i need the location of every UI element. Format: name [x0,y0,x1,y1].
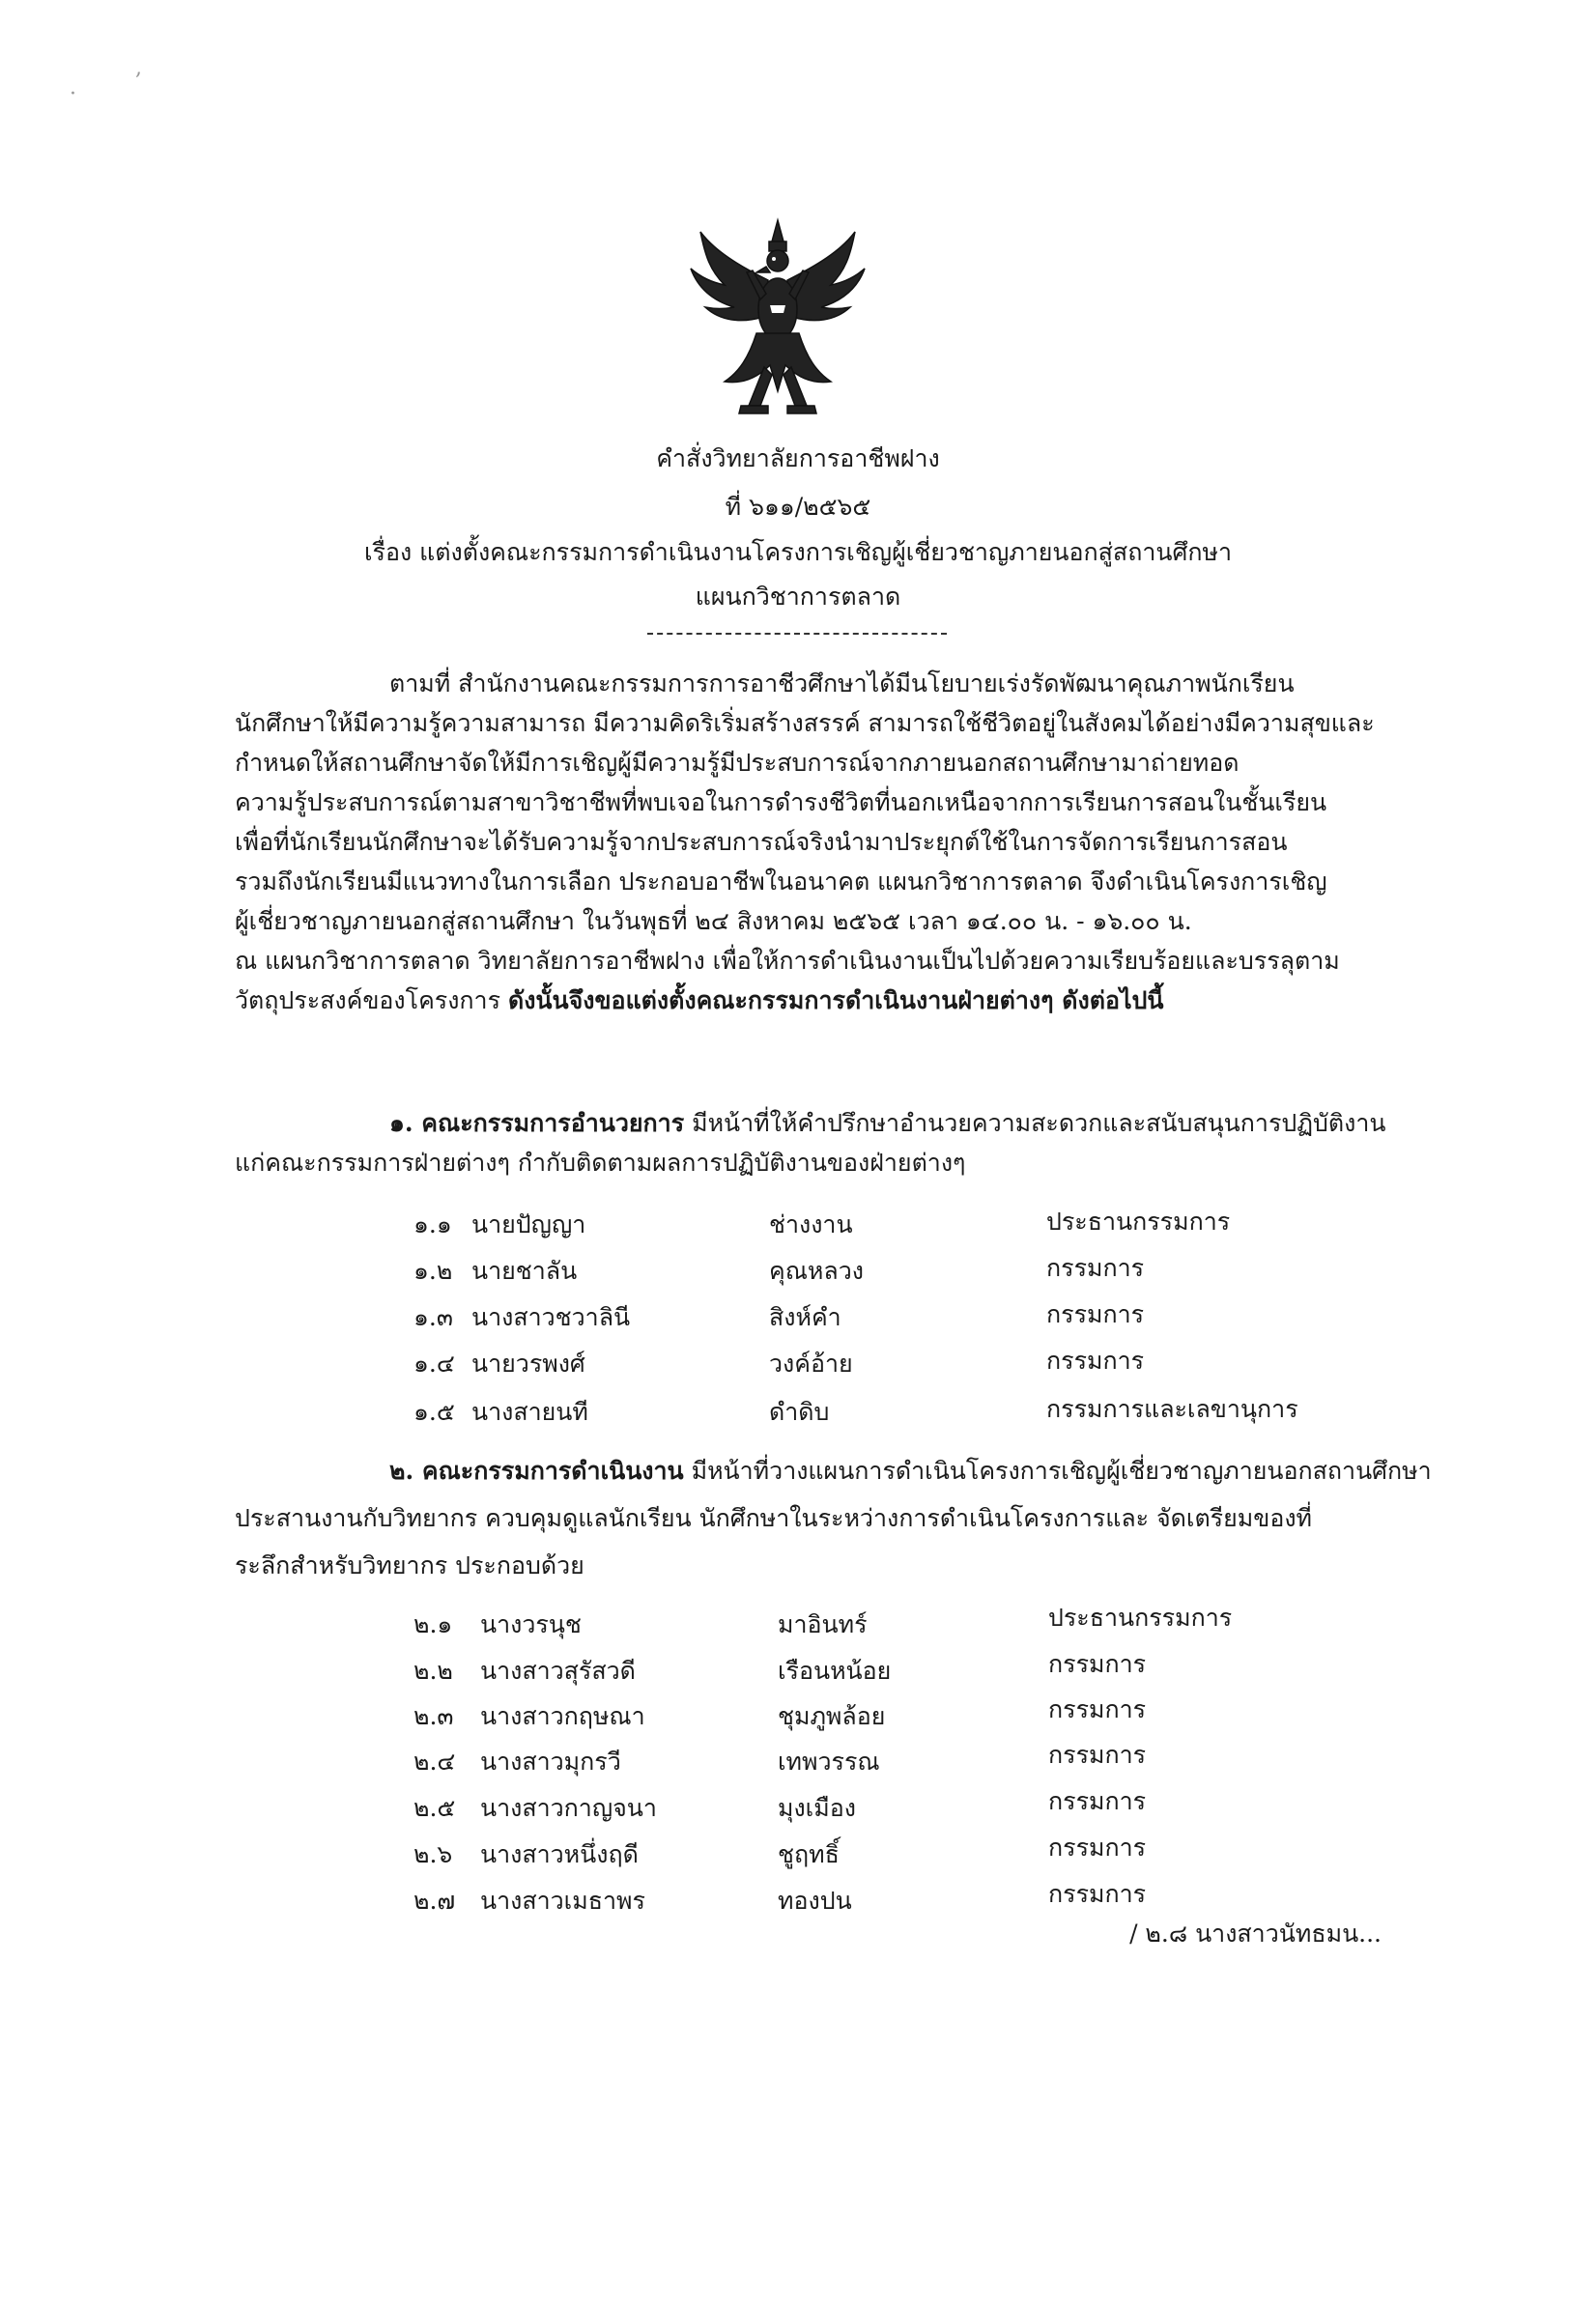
member-role: กรรมการ [1048,1695,1147,1723]
member-no: ๑.๑ [413,1210,452,1238]
member-name: นายปัญญา [471,1210,586,1238]
order-number [0,488,1596,526]
order-number-prefix: ที่ [725,493,742,521]
scan-speck: · [70,82,76,106]
intro-line: เพื่อที่นักเรียนนักศึกษาจะได้รับความรู้จากประสบการณ์จริงนำมาประยุกต์ใช้ในการจัดการเรียนการสอน [235,828,1288,856]
member-no: ๑.๔ [413,1350,455,1378]
intro-last-bold: ดังนั้นจึงขอแต่งตั้งคณะกรรมการดำเนินงานฝ่ายต่างๆ ดังต่อไปนี้ [507,986,1164,1014]
member-name: นางสาวมุกรวี [480,1748,621,1776]
section-1-description [235,1103,1385,1182]
member-name: นางสาวชวาลินี [471,1303,631,1331]
member-no: ๒.๑ [413,1610,453,1638]
member-name: นางสาวหนึ่งฤดี [480,1840,639,1868]
member-surname: ช่างงาน [769,1210,853,1238]
section-2-desc-first: มีหน้าที่วางแผนการดำเนินโครงการเชิญผู้เชี่ยวชาญภายนอกสถานศึกษา [683,1457,1432,1485]
section-1-desc-second: แก่คณะกรรมการฝ่ายต่างๆ กำกับติดตามผลการปฏิบัติงานของฝ่ายต่างๆ [235,1149,966,1177]
member-no: ๒.๖ [413,1840,453,1868]
member-role: กรรมการ [1048,1834,1147,1862]
member-role: กรรมการ [1046,1254,1145,1282]
member-role: กรรมการ [1048,1741,1147,1769]
order-subject: เรื่อง แต่งตั้งคณะกรรมการดำเนินงานโครงการเชิญผู้เชี่ยวชาญภายนอกสู่สถานศึกษา [364,538,1232,566]
intro-line: นักศึกษาให้มีความรู้ความสามารถ มีความคิดริเริ่มสร้างสรรค์ สามารถใช้ชีวิตอยู่ในสังคมได้อย่างมีความสุขและ [235,709,1375,737]
order-title: คำสั่งวิทยาลัยการอาชีพฝาง [656,444,940,472]
intro-line: ผู้เชี่ยวชาญภายนอกสู่สถานศึกษา ในวันพุธที่ ๒๔ สิงหาคม ๒๕๖๕ เวลา ๑๔.๐๐ น. - ๑๖.๐๐ น. [235,907,1192,935]
intro-line: รวมถึงนักเรียนมีแนวทางในการเลือก ประกอบอาชีพในอนาคต แผนกวิชาการตลาด จึงดำเนินโครงการเชิญ [235,868,1327,896]
intro-last-line [235,981,1375,1020]
member-name: นางสาวกาญจนา [480,1794,657,1822]
member-name: นางสาวเมธาพร [480,1887,645,1915]
section-2-description [235,1451,1432,1585]
member-role: กรรมการ [1046,1347,1145,1375]
order-number-value: ๖๑๑/๒๕๖๕ [749,493,871,521]
member-surname: มาอินทร์ [778,1610,868,1638]
member-role: ประธานกรรมการ [1046,1208,1231,1236]
section-1-desc-first: มีหน้าที่ให้คำปรึกษาอำนวยความสะดวกและสนับสนุนการปฏิบัติงาน [684,1109,1386,1137]
section-1-heading: ๑. คณะกรรมการอำนวยการ [389,1109,685,1137]
member-surname: เรือนหน้อย [778,1657,892,1685]
header-divider [647,633,947,635]
member-no: ๒.๔ [413,1748,456,1776]
member-no: ๑.๒ [413,1257,453,1285]
garuda-emblem-icon [681,213,874,420]
section-2-line [235,1451,1432,1491]
member-name: นางสาวสุรัสวดี [480,1657,636,1685]
member-surname: เทพวรรณ [778,1748,880,1776]
intro-line: ณ แผนกวิชาการตลาด วิทยาลัยการอาชีพฝาง เพื่อให้การดำเนินงานเป็นไปด้วยความเรียบร้อยและบรรลุตาม [235,947,1340,975]
intro-paragraph [235,664,1375,1020]
member-surname: ดำดิบ [769,1398,830,1426]
section-2-desc-third: ระลึกสำหรับวิทยากร ประกอบด้วย [235,1551,584,1579]
member-no: ๒.๓ [413,1702,454,1730]
continuation-marker: / ๒.๘ นางสาวนัทธมน... [1129,1920,1382,1948]
member-role: กรรมการ [1048,1650,1147,1678]
intro-last-normal: วัตถุประสงค์ของโครงการ [235,986,508,1014]
member-role: กรรมการ [1048,1787,1147,1815]
intro-line: ความรู้ประสบการณ์ตามสาขาวิชาชีพที่พบเจอในการดำรงชีวิตที่นอกเหนือจากการเรียนการสอนในชั้นเรียน [235,788,1327,816]
member-no: ๒.๗ [413,1887,456,1915]
member-surname: คุณหลวง [769,1257,864,1285]
member-surname: ชูฤทธิ์ [778,1840,840,1868]
member-role: กรรมการ [1048,1880,1147,1908]
scan-speck: , [135,56,142,80]
member-no: ๑.๕ [413,1398,455,1426]
member-no: ๒.๒ [413,1657,453,1685]
member-name: นางสาวกฤษณา [480,1702,645,1730]
member-surname: ทองปน [778,1887,852,1915]
member-role: ประธานกรรมการ [1048,1604,1233,1632]
member-no: ๑.๓ [413,1303,453,1331]
section-2-desc-second: ประสานงานกับวิทยากร ควบคุมดูแลนักเรียน นักศึกษาในระหว่างการดำเนินโครงการและ จัดเตรียมของที่ [235,1504,1313,1532]
member-surname: วงค์อ้าย [769,1350,853,1378]
member-surname: ชุมภูพล้อย [778,1702,886,1730]
section-1-line [235,1103,1385,1143]
intro-line: กำหนดให้สถานศึกษาจัดให้มีการเชิญผู้มีความรู้มีประสบการณ์จากภายนอกสถานศึกษามาถ่ายทอด [235,749,1240,777]
member-role: กรรมการและเลขานุการ [1046,1395,1298,1423]
member-name: นายวรพงศ์ [471,1350,585,1378]
section-2-heading: ๒. คณะกรรมการดำเนินงาน [389,1457,684,1485]
member-no: ๒.๕ [413,1794,456,1822]
member-name: นายชาลัน [471,1257,578,1285]
member-name: นางสายนที [471,1398,588,1426]
department-name: แผนกวิชาการตลาด [695,583,901,611]
member-surname: สิงห์คำ [769,1303,841,1331]
member-role: กรรมการ [1046,1300,1145,1328]
member-name: นางวรนุช [480,1610,582,1638]
intro-line: ตามที่ สำนักงานคณะกรรมการการอาชีวศึกษาได้มีนโยบายเร่งรัดพัฒนาคุณภาพนักเรียน [389,669,1295,697]
member-surname: มุงเมือง [778,1794,856,1822]
